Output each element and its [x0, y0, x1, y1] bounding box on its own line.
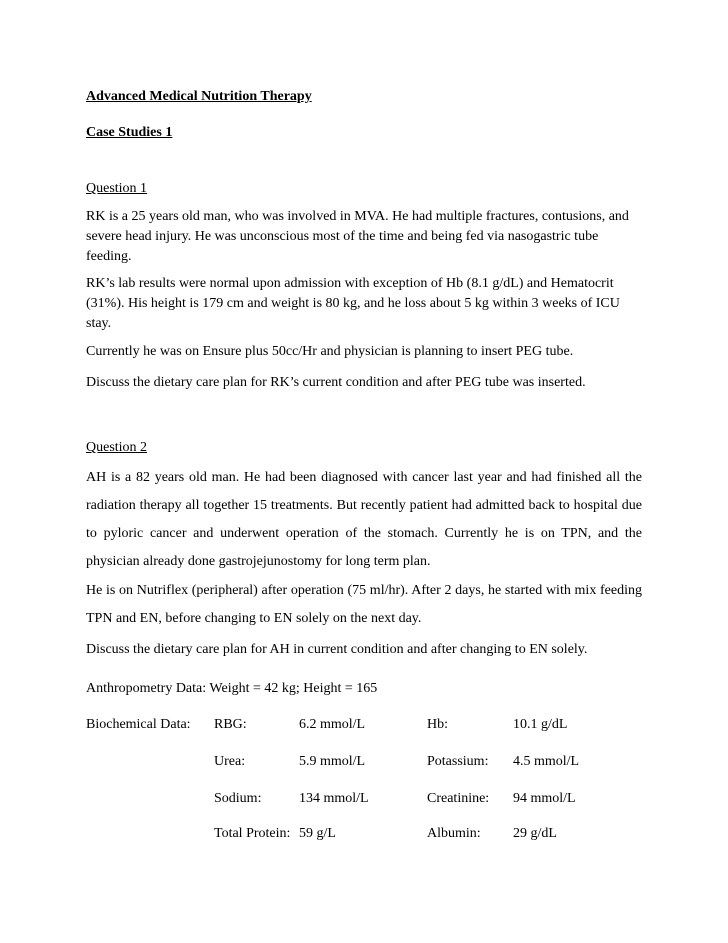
question-1-heading: Question 1: [86, 181, 148, 196]
biochem-name: Albumin:: [427, 826, 481, 841]
question-1-paragraph-1: RK is a 25 years old man, who was involved in MVA. He had multiple fractures, contusions, and severe head injury. He was unconscious most of the time and being fed via nasogastric tube feeding.: [86, 209, 629, 264]
biochem-value: 94 mmol/L: [513, 791, 576, 806]
question-1-paragraph-2: RK’s lab results were normal upon admission with exception of Hb (8.1 g/dL) and Hematocrit (31%). His height is 179 cm and weight is 80 kg, and he loss about 5 kg within 3 weeks of ICU stay.: [86, 276, 620, 331]
biochemical-data-label: Biochemical Data:: [86, 717, 191, 732]
anthropometry-data: Anthropometry Data: Weight = 42 kg; Height = 165: [86, 681, 378, 696]
biochem-name: Total Protein:: [214, 826, 291, 841]
question-1-paragraph-3: Currently he was on Ensure plus 50cc/Hr and physician is planning to insert PEG tube.: [86, 344, 574, 359]
biochem-name: RBG:: [214, 717, 247, 732]
biochem-value: 59 g/L: [299, 826, 336, 841]
biochem-name: Sodium:: [214, 791, 262, 806]
biochem-value: 10.1 g/dL: [513, 717, 568, 732]
biochem-value: 134 mmol/L: [299, 791, 369, 806]
biochem-value: 29 g/dL: [513, 826, 557, 841]
document-title: Advanced Medical Nutrition Therapy: [86, 89, 312, 104]
biochem-value: 5.9 mmol/L: [299, 754, 366, 769]
biochem-name: Creatinine:: [427, 791, 490, 806]
question-2-heading: Question 2: [86, 440, 148, 455]
document-subtitle: Case Studies 1: [86, 125, 173, 140]
biochem-name: Hb:: [427, 717, 448, 732]
biochem-value: 4.5 mmol/L: [513, 754, 580, 769]
biochem-name: Potassium:: [427, 754, 489, 769]
question-2-paragraph-1: AH is a 82 years old man. He had been diagnosed with cancer last year and had finished all the radiation therapy all together 15 treatments. But recently patient had admitted back to hospital due to pyloric cancer and underwent operation of the stomach. Currently he is on TPN, and the physician already done gastrojejunostomy for long term plan.: [86, 470, 642, 569]
biochem-name: Urea:: [214, 754, 246, 769]
question-2-paragraph-3: Discuss the dietary care plan for AH in current condition and after changing to EN solely.: [86, 642, 588, 657]
question-1-paragraph-4: Discuss the dietary care plan for RK’s current condition and after PEG tube was inserted.: [86, 375, 586, 390]
question-2-paragraph-2: He is on Nutriflex (peripheral) after operation (75 ml/hr). After 2 days, he started with mix feeding TPN and EN, before changing to EN solely on the next day.: [86, 583, 642, 626]
biochem-value: 6.2 mmol/L: [299, 717, 366, 732]
